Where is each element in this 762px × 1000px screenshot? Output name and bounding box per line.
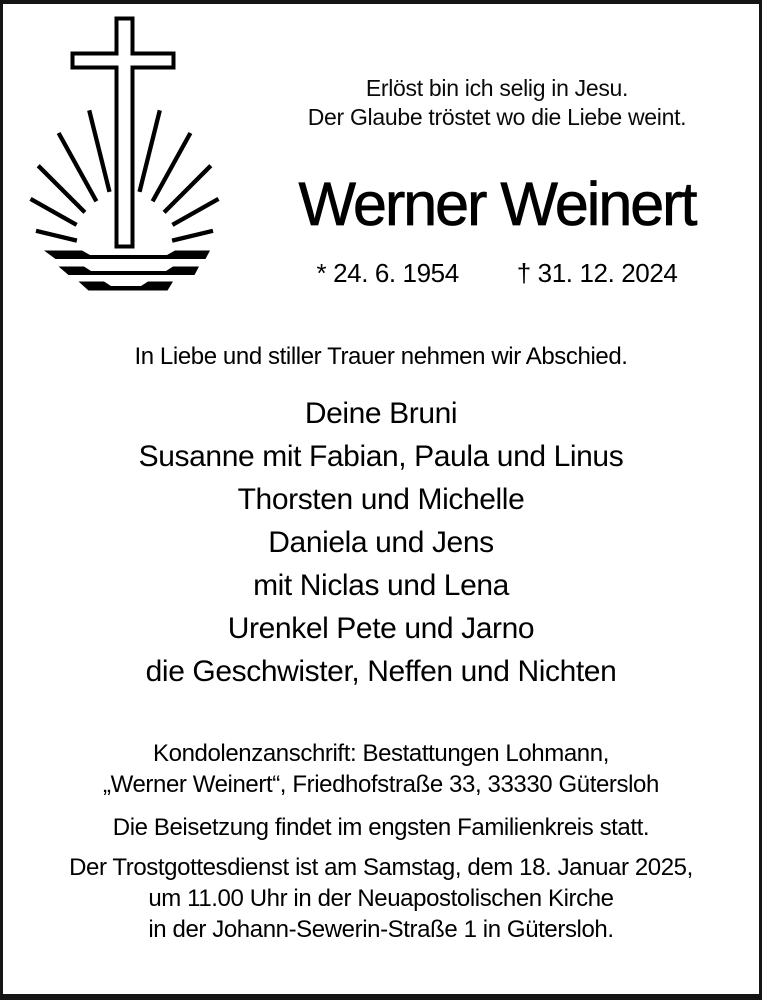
farewell-line: In Liebe und stiller Trauer nehmen wir Abschied. bbox=[134, 343, 628, 370]
water-waves-icon bbox=[44, 251, 210, 291]
memorial-service-info bbox=[3, 852, 759, 945]
service-line-3: in der Johann-Sewerin-Straße 1 in Gütersloh. bbox=[148, 916, 614, 943]
condolence-address bbox=[3, 738, 759, 800]
mourner-line: Urenkel Pete und Jarno bbox=[227, 612, 535, 645]
mourner-line: die Geschwister, Neffen und Nichten bbox=[145, 655, 617, 688]
epitaph-line-1: Erlöst bin ich selig in Jesu. bbox=[365, 75, 629, 101]
mourner-line: mit Niclas und Lena bbox=[253, 569, 509, 602]
cross-icon bbox=[73, 19, 174, 247]
mourner-line: Daniela und Jens bbox=[268, 526, 494, 559]
death-date: † 31. 12. 2024 bbox=[516, 258, 678, 288]
mourner-line: Susanne mit Fabian, Paula und Linus bbox=[138, 440, 624, 473]
deceased-name: Werner Weinert bbox=[298, 170, 696, 238]
cross-over-water-sunrays-icon bbox=[3, 4, 263, 324]
service-line-2: um 11.00 Uhr in der Neuapostolischen Kirche bbox=[148, 885, 614, 912]
service-line-1: Der Trostgottesdienst ist am Samstag, dem 18. Januar 2025, bbox=[69, 854, 693, 881]
birth-date: * 24. 6. 1954 bbox=[316, 258, 459, 288]
condolence-line-2: „Werner Weinert“, Friedhofstraße 33, 33330 Gütersloh bbox=[103, 771, 659, 798]
epitaph-line-2: Der Glaube tröstet wo die Liebe weint. bbox=[307, 104, 687, 130]
mourners-list bbox=[3, 392, 759, 693]
epitaph-verse bbox=[253, 74, 741, 132]
life-dates bbox=[253, 258, 741, 288]
mourner-line: Thorsten und Michelle bbox=[237, 483, 525, 516]
mourner-line: Deine Bruni bbox=[304, 397, 458, 430]
condolence-line-1: Kondolenzanschrift: Bestattungen Lohmann, bbox=[153, 740, 609, 767]
burial-note: Die Beisetzung findet im engsten Familienkreis statt. bbox=[112, 814, 650, 841]
